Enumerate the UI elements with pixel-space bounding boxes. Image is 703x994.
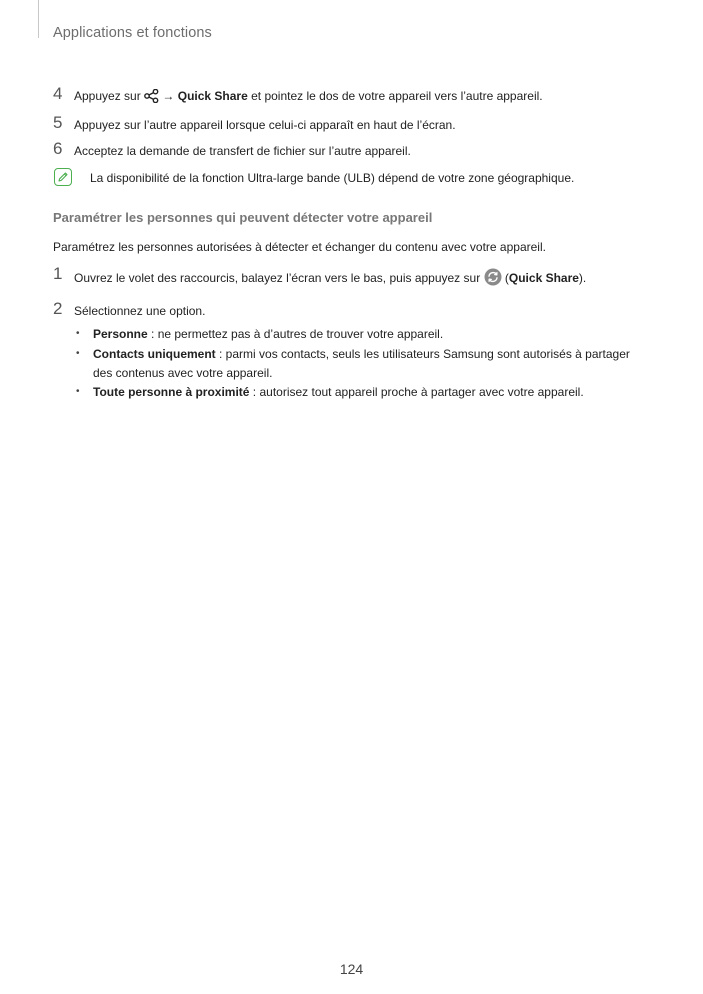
step-text-pre: Ouvrez le volet des raccourcis, balayez l’écran vers le bas, puis appuyez sur	[74, 271, 481, 285]
option-name: Personne	[93, 327, 148, 341]
step-number: 6	[53, 139, 63, 158]
option-desc-cont: des contenus avec votre appareil.	[93, 366, 273, 380]
section-title: Paramétrer les personnes qui peuvent détecter votre appareil	[53, 210, 433, 225]
list-item	[74, 324, 653, 344]
paren-close: ).	[578, 271, 587, 285]
step-4	[53, 84, 653, 108]
option-name: Contacts uniquement	[93, 347, 216, 361]
step-text-pre: Appuyez sur	[74, 89, 141, 103]
quick-share-icon	[484, 268, 502, 291]
step-2	[53, 299, 653, 320]
page-header: Applications et fonctions	[53, 25, 212, 41]
step-bold: Quick Share	[177, 89, 248, 103]
note-text: La disponibilité de la fonction Ultra-large bande (ULB) dépend de votre zone géographique.	[90, 171, 575, 185]
bullet-dot: •	[76, 386, 80, 397]
option-name: Toute personne à proximité	[93, 385, 250, 399]
step-bold: Quick Share	[508, 271, 579, 285]
page-content	[53, 84, 653, 402]
header-rule	[38, 0, 39, 38]
page-number: 124	[339, 961, 364, 977]
step-text: Appuyez sur l’autre appareil lorsque celui-ci apparaît en haut de l’écran.	[74, 118, 456, 132]
step-number: 1	[53, 264, 63, 283]
option-list	[53, 324, 653, 402]
step-number: 4	[53, 84, 63, 103]
list-item	[74, 344, 653, 382]
option-desc: : autorisez tout appareil proche à partager avec votre appareil.	[249, 385, 584, 399]
share-icon	[144, 89, 159, 108]
note-pencil-icon	[54, 168, 72, 186]
paren-open: (	[504, 271, 509, 285]
step-text-post: et pointez le dos de votre appareil vers l’autre appareil.	[251, 89, 543, 103]
option-desc: : ne permettez pas à d’autres de trouver votre appareil.	[147, 327, 444, 341]
step-5	[53, 113, 653, 134]
step-6	[53, 139, 653, 160]
note	[53, 170, 653, 187]
section-intro: Paramétrez les personnes autorisées à détecter et échanger du contenu avec votre appareil.	[53, 240, 546, 254]
step-number: 2	[53, 299, 63, 318]
bullet-dot: •	[76, 328, 80, 339]
step-number: 5	[53, 113, 63, 132]
step-text: Sélectionnez une option.	[74, 304, 206, 318]
step-text: Acceptez la demande de transfert de fichier sur l’autre appareil.	[74, 144, 411, 158]
arrow: →	[162, 89, 175, 103]
option-desc: : parmi vos contacts, seuls les utilisateurs Samsung sont autorisés à partager	[215, 347, 630, 361]
step-1	[53, 264, 653, 291]
bullet-dot: •	[76, 348, 80, 359]
list-item	[74, 382, 653, 402]
